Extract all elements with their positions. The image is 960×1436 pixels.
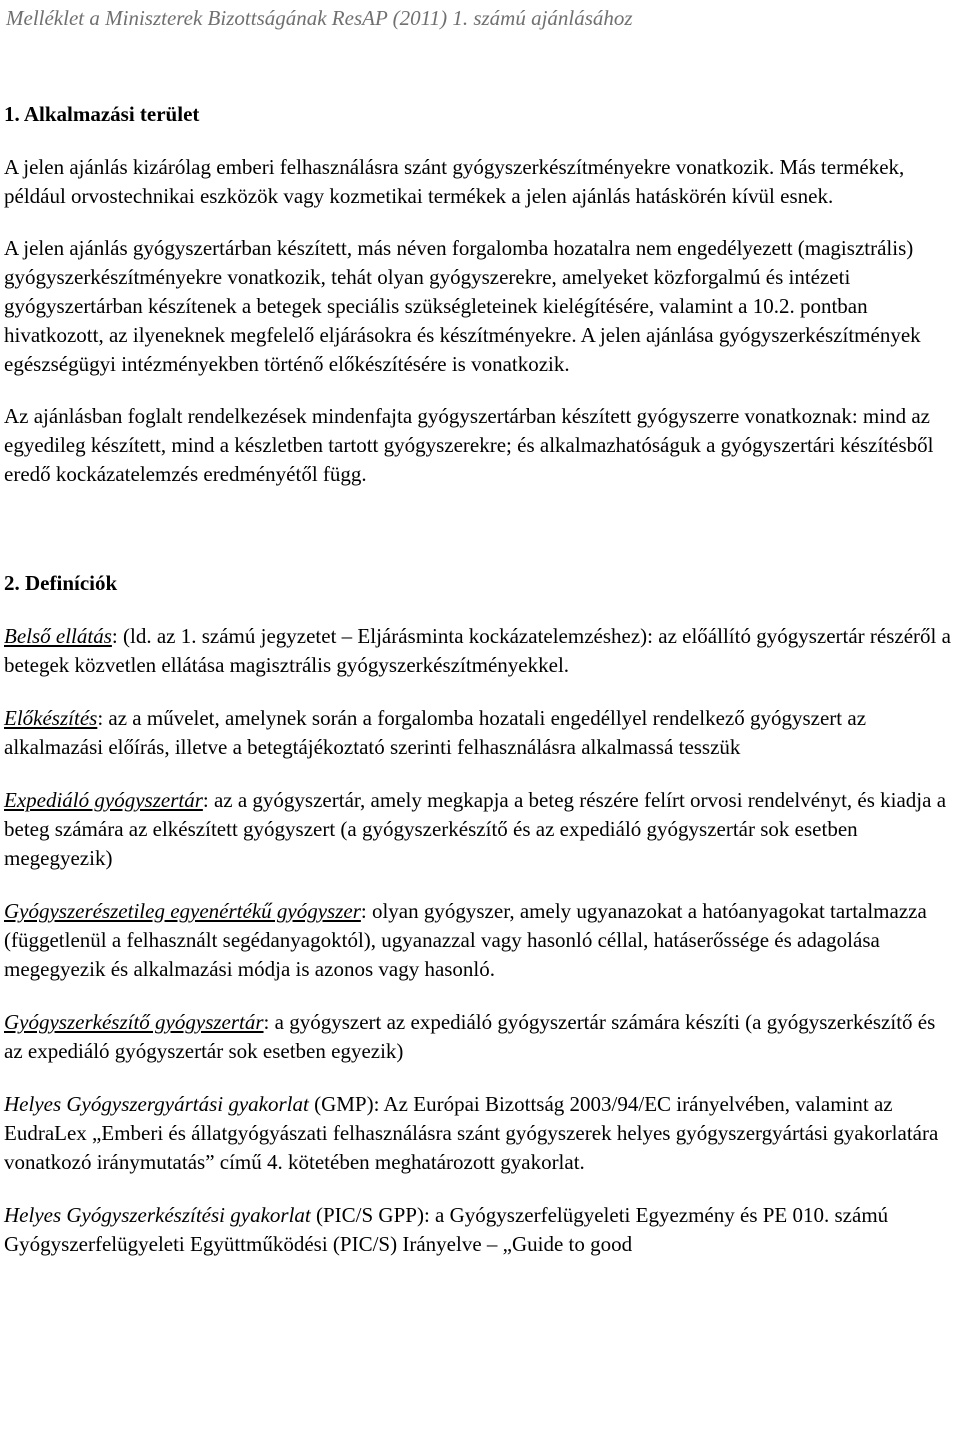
definition-text: a gyógyszert az expediáló gyógyszertár számára készíti (a gyógyszerkészítő és az expediáló gyógyszertár sok esetben egyezik) (4, 1010, 936, 1063)
document-page (4, 0, 958, 1259)
scope-paragraph-2: A jelen ajánlás gyógyszertárban készített, más néven forgalomba hozatalra nem engedélyezett (magisztrális) gyógyszerkészítményekre vonatkozik, tehát olyan gyógyszerekre, amelyeket közforgalmú és intézeti gyógyszertárban készítenek a betegek speciális szükségleteinek kielégítésére, valamint a 10.2. pontban hivatkozott, az ilyeneknek megfelelő eljárásokra és készítményekre. A jelen ajánlása gyógyszerkészítmények egészségügyi intézményekben történő előkészítésére is vonatkozik. (4, 236, 921, 376)
section-2-heading: 2. Definíciók (4, 571, 118, 595)
definition-term: Gyógyszerészetileg egyenértékű gyógyszer (4, 899, 361, 923)
definition-term: Helyes Gyógyszerkészítési gyakorlat (4, 1203, 311, 1227)
definition-term: Expediáló gyógyszertár (4, 788, 203, 812)
definition-text: az a gyógyszertár, amely megkapja a beteg részére felírt orvosi rendelvényt, és kiadja a beteg számára az elkészített gyógyszert (a gyógyszerkészítő és az expediáló gyógyszertár sok esetben megegyezik) (4, 788, 947, 870)
definition-text: olyan gyógyszer, amely ugyanazokat a hatóanyagokat tartalmazza (függetlenül a felhasznált segédanyagoktól), ugyanazzal vagy hasonló céllal, hatáserőssége és adagolása megegyezik és alkalmazási módja is azonos vagy hasonló. (4, 899, 927, 981)
definition-gpp (4, 1201, 958, 1259)
definition-gyogyszerkeszito-gyogyszertar (4, 1008, 958, 1066)
definition-belso-ellatas (4, 622, 958, 680)
definition-text: (GMP): Az Európai Bizottság 2003/94/EC irányelvében, valamint az EudraLex „Emberi és állatgyógyászati felhasználásra szánt gyógyszerek helyes gyógyszergyártási gyakorlatára vonatkozó iránymutatás” című 4. kötetében meghatározott gyakorlat. (4, 1092, 939, 1174)
definition-text: (PIC/S GPP): a Gyógyszerfelügyeleti Egyezmény és PE 010. számú Gyógyszerfelügyeleti Együttműködési (PIC/S) Irányelve ‒ „Guide to good (4, 1203, 889, 1256)
definition-gyogyszereszetileg-egyenerteku (4, 897, 958, 984)
definition-term: Belső ellátás (4, 624, 112, 648)
definition-term: Gyógyszerkészítő gyógyszertár (4, 1010, 264, 1034)
definition-gmp (4, 1090, 958, 1177)
definition-term: Helyes Gyógyszergyártási gyakorlat (4, 1092, 309, 1116)
definition-term: Előkészítés (4, 706, 98, 730)
definitions-list (4, 622, 958, 1259)
section-1-heading: 1. Alkalmazási terület (4, 102, 200, 126)
definition-elokeszites (4, 704, 958, 762)
scope-paragraph-1: A jelen ajánlás kizárólag emberi felhasználásra szánt gyógyszerkészítményekre vonatkozik. Más termékek, például orvostechnikai eszközök vagy kozmetikai termékek a jelen ajánlás hatáskörén kívül esnek. (4, 155, 905, 208)
definition-separator: : (360, 899, 367, 923)
running-header: Melléklet a Miniszterek Bizottságának ResAP (2011) 1. számú ajánlásához (6, 6, 633, 30)
definition-text: az a művelet, amelynek során a forgalomba hozatali engedéllyel rendelkező gyógyszert az alkalmazási előírás, illetve a betegtájékoztató szerinti felhasználásra alkalmassá tesszük (4, 706, 867, 759)
definition-text: (ld. az 1. számú jegyzetet ‒ Eljárásminta kockázatelemzéshez): az előállító gyógyszertár részéről a betegek közvetlen ellátása magisztrális gyógyszerkészítményekkel. (4, 624, 951, 677)
definition-separator: : (111, 624, 118, 648)
scope-paragraph-3: Az ajánlásban foglalt rendelkezések mindenfajta gyógyszertárban készített gyógyszerre vonatkoznak: mind az egyedileg készített, mind a készletben tartott gyógyszerekre; és alkalmazhatóságuk a gyógyszertári készítésből eredő kockázatelemzés eredményétől függ. (4, 404, 934, 486)
definition-separator: : (263, 1010, 270, 1034)
definition-expedialo-gyogyszertar (4, 786, 958, 873)
definition-separator: : (97, 706, 104, 730)
definition-separator: : (202, 788, 209, 812)
